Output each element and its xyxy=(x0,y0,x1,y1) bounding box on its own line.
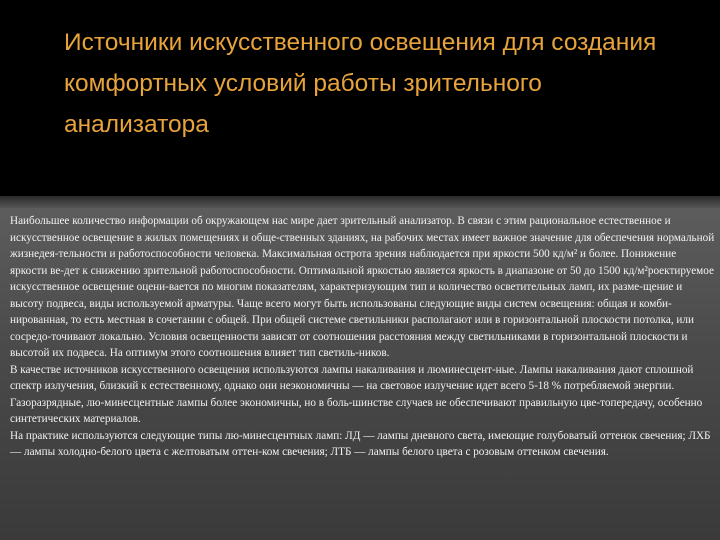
paragraph-2: В качестве источников искусственного освещения используются лампы накаливания и люминесцент-ные. Лампы накаливания дают сплошной спектр излучения, близкий к естественному, однако они неэкономичны — на световое излучение идет всего 5-18 % потребляемой энергии. Газоразрядные, лю-минесцентные лампы более экономичны, но в боль-шинстве случаев не обеспечивают правильную цве-топередачу, особенно синтетических материалов. xyxy=(10,363,703,425)
content-top-band xyxy=(0,196,720,208)
slide-title: Источники искусственного освещения для создания комфортных условий работы зрительного анализатора xyxy=(64,29,657,138)
paragraph-1: Наибольшее количество информации об окружающем нас мире дает зрительный анализатор. В связи с этим рациональное естественное и искусственное освещение в жилых помещениях и обще-ственных зданиях, на рабочих местах имеет важное значение для обеспечения нормальной жизнедея-тельности и работоспособности человека. Максимальная острота зрения наблюдается при яркости 500 кд/м² и более. Понижение яркости ве-дет к снижению зрительной работоспособности. Оптимальной яркостью является яркость в диапазоне от 50 до 1500 кд/м²роектируемое искусственное освещение оцени-вается по многим показателям, характеризующим тип и количество осветительных ламп, их разме-щение и высоту подвеса, виды используемой арматуры. Чаще всего могут быть использованы следующие виды систем освещения: общая и комби-нированная, то есть местная в сочетании с общей. При общей системе светильники располагают или в горизонтальной плоскости потолка, или сосредо-точивают локально. Условия освещенности зависят от соотношения расстояния между светильниками в горизонтальной плоскости и высотой их подвеса. На оптимум этого соотношения влияет тип светиль-ников. xyxy=(10,215,715,359)
paragraph-3: На практике используются следующие типы лю-минесцентных ламп: ЛД — лампы дневного света, имеющие голубоватый оттенок свечения; ЛХБ — лампы холодно-белого цвета с желтоватым оттен-ком свечения; ЛТБ — лампы белого цвета с розовым оттенком свечения. xyxy=(10,429,711,458)
body-text xyxy=(10,213,716,461)
title-area xyxy=(0,0,720,196)
